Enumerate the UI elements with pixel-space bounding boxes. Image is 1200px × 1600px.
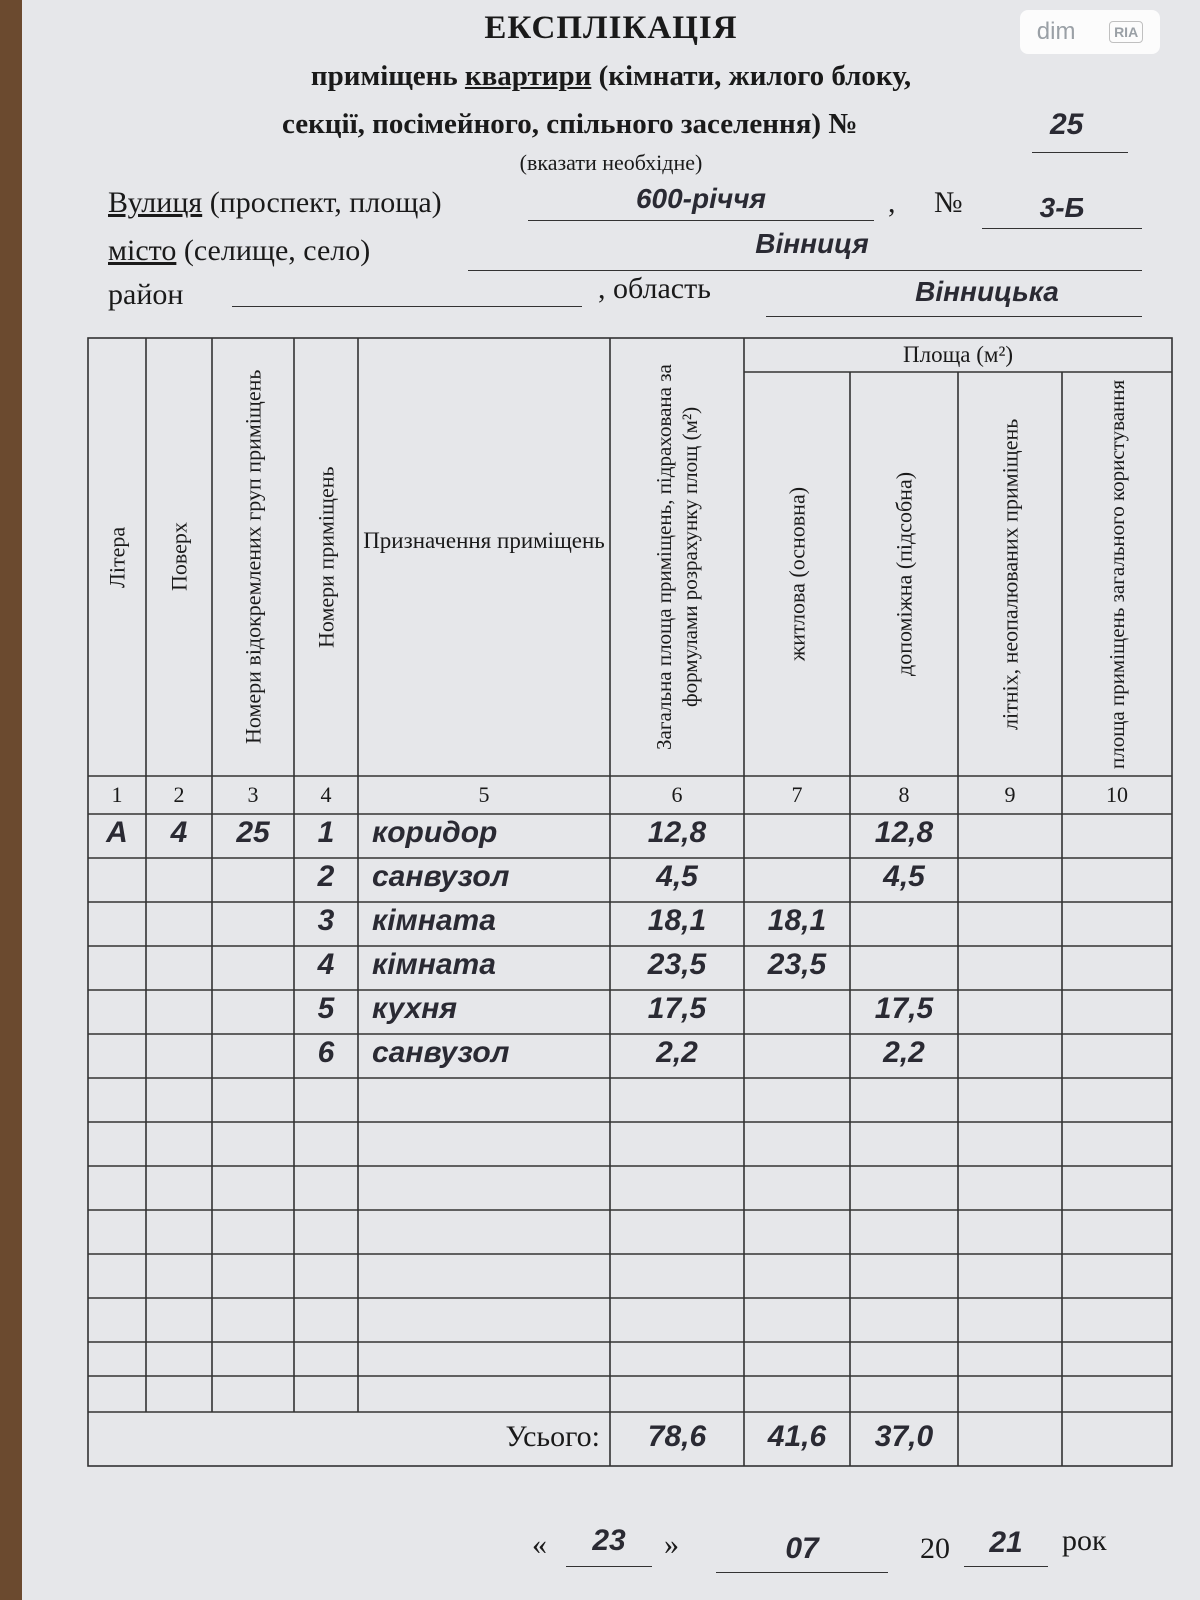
- header-summer-area: літніх, неопалюваних приміщень: [997, 418, 1023, 730]
- row-room-purpose: кухня: [372, 992, 458, 1025]
- header-room-numbers: Номери приміщень: [313, 466, 339, 648]
- column-number: 4: [320, 782, 332, 807]
- region-line: [766, 316, 1142, 317]
- street-comma: ,: [888, 186, 896, 219]
- house-number: 3-Б: [1039, 192, 1085, 223]
- house-number-label: №: [934, 186, 963, 219]
- date-day-line: [566, 1566, 652, 1567]
- row-room-number: 4: [317, 948, 335, 981]
- row-room-number: 6: [317, 1036, 335, 1069]
- date-month: 07: [785, 1532, 819, 1565]
- total-living-area: 41,6: [767, 1420, 827, 1453]
- district-line: [232, 306, 582, 307]
- row-total-area: 18,1: [647, 904, 707, 937]
- header-floor: Поверх: [166, 522, 192, 592]
- area-group-header: Площа (м²): [902, 342, 1014, 367]
- subtitle-part-c: (кімнати, жилого блоку,: [591, 60, 912, 92]
- district-label: район: [108, 278, 184, 311]
- row-total-area: 17,5: [647, 992, 707, 1025]
- column-number: 1: [111, 782, 123, 807]
- city-label-extra: (селище, село): [176, 234, 371, 267]
- header-living-area: житлова (основна): [784, 486, 810, 662]
- row-room-purpose: санвузол: [372, 1036, 510, 1069]
- street-line: [528, 220, 874, 221]
- row-total-area: 2,2: [656, 1036, 698, 1069]
- column-number: 7: [791, 782, 803, 807]
- hint-text: (вказати необхідне): [519, 150, 703, 175]
- column-number: 10: [1106, 782, 1128, 807]
- subtitle-line-1: [22, 60, 1200, 93]
- total-label: Усього:: [505, 1420, 600, 1453]
- header-auxiliary-area: допоміжна (підсобна): [891, 471, 917, 677]
- date-year-suffix: рок: [1062, 1524, 1107, 1557]
- date-year-line: [964, 1566, 1048, 1567]
- row-total-area: 12,8: [647, 816, 707, 849]
- row-room-number: 2: [317, 860, 335, 893]
- city-label: [108, 234, 370, 268]
- date-century: 20: [920, 1532, 950, 1565]
- row-room-number: 1: [317, 816, 335, 849]
- header-room-purpose: Призначення приміщень: [363, 528, 605, 553]
- row-floor: 4: [170, 816, 188, 849]
- city-value: Вінниця: [755, 228, 869, 259]
- row-room-number: 3: [317, 904, 335, 937]
- watermark-dim: dim: [1036, 18, 1076, 45]
- document-page: [22, 0, 1200, 1600]
- header-common-area: площа приміщень загального користування: [1104, 379, 1129, 769]
- column-number: 3: [247, 782, 259, 807]
- house-number-line: [982, 228, 1142, 229]
- subtitle-line-2: секції, посімейного, спільного заселення) №: [282, 108, 858, 140]
- total-general-area: 78,6: [647, 1420, 707, 1453]
- column-number: 6: [671, 782, 683, 807]
- row-auxiliary-area: 12,8: [874, 816, 934, 849]
- street-label: [108, 186, 442, 220]
- header-litera: Літера: [104, 526, 130, 588]
- column-number: 9: [1004, 782, 1016, 807]
- city-line: [468, 270, 1142, 271]
- date-open-quote: «: [532, 1528, 547, 1561]
- row-group-number: 25: [236, 816, 270, 849]
- row-room-purpose: кімната: [372, 948, 496, 981]
- row-total-area: 4,5: [656, 860, 698, 893]
- date-month-line: [716, 1572, 888, 1573]
- row-room-purpose: коридор: [372, 816, 498, 849]
- city-label-main: місто: [108, 234, 177, 267]
- street-label-main: Вулиця: [108, 186, 203, 219]
- column-number: 2: [173, 782, 185, 807]
- row-total-area: 23,5: [647, 948, 707, 981]
- row-living-area: 23,5: [767, 948, 827, 981]
- column-number: 8: [898, 782, 910, 807]
- row-room-purpose: санвузол: [372, 860, 510, 893]
- street-value: 600-річчя: [635, 183, 767, 214]
- subtitle-part-a: приміщень: [310, 60, 465, 92]
- row-living-area: 18,1: [767, 904, 827, 937]
- row-room-number: 5: [317, 992, 335, 1025]
- row-room-purpose: кімната: [372, 904, 496, 937]
- row-auxiliary-area: 2,2: [883, 1036, 925, 1069]
- header-group-numbers: Номери відокремлених груп приміщень: [240, 369, 266, 745]
- row-auxiliary-area: 4,5: [883, 860, 925, 893]
- date-day: 23: [592, 1524, 626, 1557]
- watermark-ria: RIA: [1109, 21, 1143, 43]
- street-label-extra: (проспект, площа): [202, 186, 442, 219]
- total-auxiliary-area: 37,0: [874, 1420, 934, 1453]
- region-value: Вінницька: [915, 276, 1059, 307]
- region-label: , область: [598, 272, 711, 305]
- date-close-quote: »: [664, 1528, 679, 1561]
- document-title: ЕКСПЛІКАЦІЯ: [484, 10, 738, 46]
- date-year: 21: [989, 1526, 1023, 1559]
- header-total-area: Загальна площа приміщень, підрахована за формулами розрахунку площ (м²): [651, 364, 702, 750]
- column-number: 5: [478, 782, 490, 807]
- apartment-number: 25: [1050, 108, 1084, 141]
- row-auxiliary-area: 17,5: [874, 992, 934, 1025]
- row-litera: А: [106, 816, 128, 849]
- subtitle-part-b: квартири: [464, 60, 592, 92]
